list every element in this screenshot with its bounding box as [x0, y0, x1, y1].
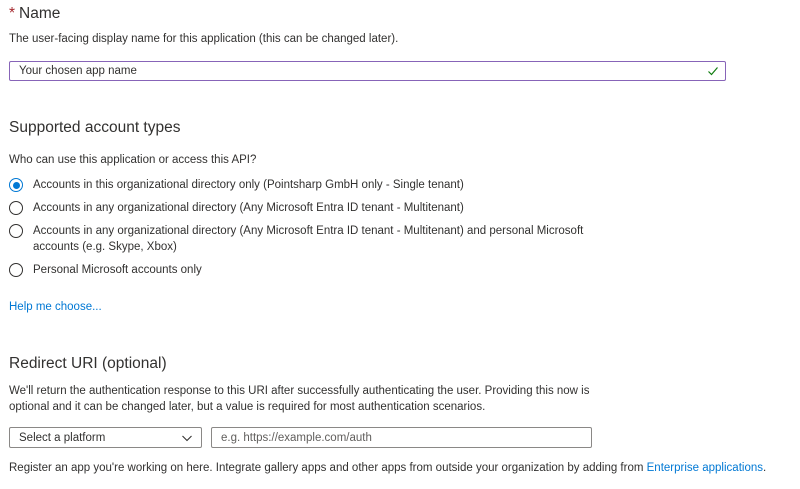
platform-select-value: Select a platform	[19, 431, 106, 444]
required-asterisk: *	[9, 5, 16, 22]
name-description: The user-facing display name for this application (this can be changed later).	[9, 33, 399, 45]
redirect-uri-input[interactable]	[211, 427, 592, 448]
radio-personal-only[interactable]	[9, 262, 202, 278]
name-title: Name	[19, 5, 61, 22]
footer-period: .	[762, 462, 767, 474]
redirect-uri-placeholder: e.g. https://example.com/auth	[221, 431, 372, 444]
chevron-down-icon	[181, 432, 193, 444]
account-types-heading: Supported account types	[9, 119, 181, 136]
account-types-question: Who can use this application or access this API?	[9, 154, 257, 166]
radio-multitenant[interactable]	[9, 200, 464, 216]
radio-label-multitenant-personal: Accounts in any organizational directory (Any Microsoft Entra ID tenant - Multitenant) and personal Microsoft accounts (e.g. Skype, Xbox)	[33, 225, 584, 253]
radio-label-single-tenant: Accounts in this organizational directory only (Pointsharp GmbH only - Single tenant)	[33, 179, 464, 191]
footer-text	[9, 460, 766, 476]
redirect-uri-description-line1: We'll return the authentication response to this URI after successfully authenticating the user. Providing this now is	[9, 385, 590, 397]
checkmark-icon	[707, 65, 719, 77]
radio-button[interactable]	[9, 263, 23, 277]
app-name-input[interactable]	[9, 61, 726, 81]
redirect-uri-heading: Redirect URI (optional)	[9, 355, 167, 372]
enterprise-applications-link[interactable]: Enterprise applications	[646, 462, 763, 474]
footer-description: Register an app you're working on here. Integrate gallery apps and other apps from outside your organization by adding from	[9, 462, 647, 474]
help-me-choose-link[interactable]: Help me choose...	[9, 301, 102, 313]
radio-button[interactable]	[9, 224, 23, 238]
platform-select[interactable]	[9, 427, 202, 448]
radio-single-tenant[interactable]	[9, 177, 464, 193]
radio-label-multitenant: Accounts in any organizational directory (Any Microsoft Entra ID tenant - Multitenant)	[33, 202, 464, 214]
name-heading	[9, 5, 60, 23]
radio-multitenant-personal[interactable]	[9, 223, 583, 255]
radio-button-selected[interactable]	[9, 178, 23, 192]
app-name-value: Your chosen app name	[19, 65, 137, 77]
redirect-uri-description-line2: optional and it can be changed later, but a value is required for most authentication scenarios.	[9, 401, 486, 413]
radio-button[interactable]	[9, 201, 23, 215]
radio-label-personal-only: Personal Microsoft accounts only	[33, 264, 202, 276]
